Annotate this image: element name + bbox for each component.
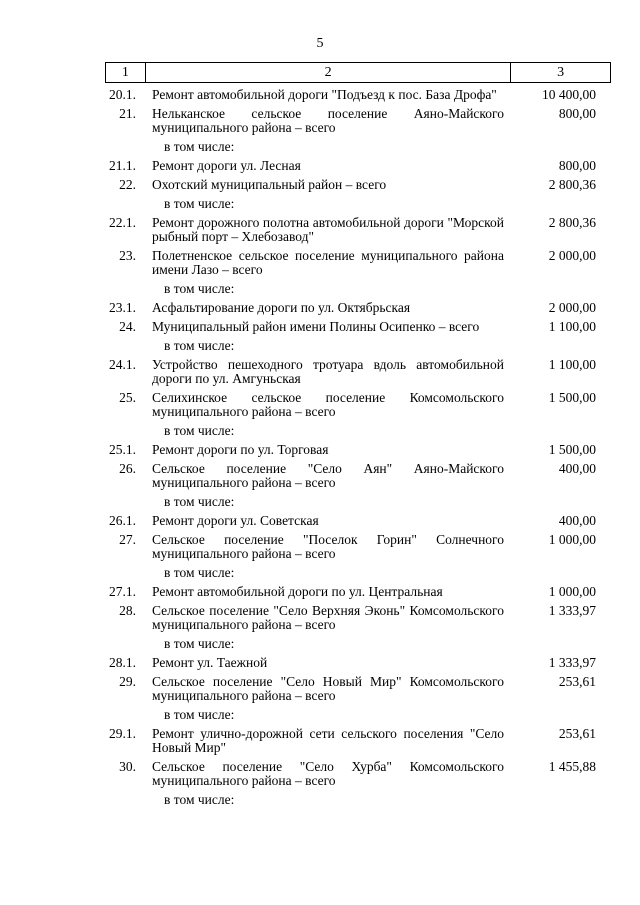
table-row <box>0 391 640 419</box>
table-row <box>0 566 640 580</box>
row-description: Сельское поселение "Село Хурба" Комсомольского муниципального района – всего <box>152 759 504 788</box>
table-row <box>0 637 640 651</box>
row-value: 2 000,00 <box>548 248 596 263</box>
row-value: 1 500,00 <box>548 442 596 457</box>
table-row <box>0 675 640 703</box>
table-row <box>0 140 640 154</box>
row-number: 22. <box>119 177 136 192</box>
row-number: 21.1. <box>109 158 136 173</box>
table-row <box>0 107 640 135</box>
table-row <box>0 760 640 788</box>
row-description: Сельское поселение "Село Верхняя Эконь" Комсомольского муниципального района – всего <box>152 603 504 632</box>
row-value: 400,00 <box>558 513 596 528</box>
table-row <box>0 514 640 528</box>
row-value: 400,00 <box>558 461 596 476</box>
row-description: в том числе: <box>164 565 235 580</box>
table-row <box>0 495 640 509</box>
row-description: в том числе: <box>164 196 235 211</box>
row-description: в том числе: <box>164 494 235 509</box>
row-description: Ремонт дороги ул. Лесная <box>152 158 301 173</box>
row-value: 1 333,97 <box>548 603 596 618</box>
row-number: 28. <box>119 603 136 618</box>
row-description: в том числе: <box>164 423 235 438</box>
table-row <box>0 320 640 334</box>
row-description: в том числе: <box>164 281 235 296</box>
row-description: в том числе: <box>164 792 235 807</box>
row-number: 25.1. <box>109 442 136 457</box>
row-value: 1 500,00 <box>548 390 596 405</box>
table-row <box>0 301 640 315</box>
row-number: 30. <box>119 759 136 774</box>
table-row <box>0 178 640 192</box>
table-row <box>0 282 640 296</box>
table-row <box>0 462 640 490</box>
row-value: 1 455,88 <box>548 759 596 774</box>
table-row <box>0 708 640 722</box>
page-number: 5 <box>316 36 324 51</box>
row-value: 1 100,00 <box>548 357 596 372</box>
row-number: 27. <box>119 532 136 547</box>
table-row <box>0 585 640 599</box>
row-number: 29.1. <box>109 726 136 741</box>
table-row <box>0 339 640 353</box>
table-row <box>0 727 640 755</box>
table-body <box>0 88 640 812</box>
row-description: Сельское поселение "Село Новый Мир" Комсомольского муниципального района – всего <box>152 674 504 703</box>
table-row <box>0 656 640 670</box>
row-description: в том числе: <box>164 707 235 722</box>
table-row <box>0 358 640 386</box>
row-description: Ремонт автомобильной дороги "Подъезд к пос. База Дрофа" <box>152 87 497 102</box>
row-number: 28.1. <box>109 655 136 670</box>
row-number: 22.1. <box>109 215 136 230</box>
row-number: 26.1. <box>109 513 136 528</box>
row-description: Ремонт дороги по ул. Торговая <box>152 442 329 457</box>
row-description: Ремонт ул. Таежной <box>152 655 268 670</box>
row-number: 27.1. <box>109 584 136 599</box>
row-value: 2 800,36 <box>548 177 596 192</box>
row-description: Ремонт дорожного полотна автомобильной дороги "Морской рыбный порт – Хлебозавод" <box>152 215 504 244</box>
table-row <box>0 533 640 561</box>
header-col-2: 2 <box>145 63 511 83</box>
table-row <box>0 424 640 438</box>
row-number: 29. <box>119 674 136 689</box>
row-description: Селихинское сельское поселение Комсомольского муниципального района – всего <box>152 390 504 419</box>
table-row <box>0 793 640 807</box>
table-row <box>0 197 640 211</box>
row-number: 24. <box>119 319 136 334</box>
row-description: Полетненское сельское поселение муниципального района имени Лазо – всего <box>152 248 504 277</box>
row-value: 800,00 <box>558 158 596 173</box>
row-description: Устройство пешеходного тротуара вдоль автомобильной дороги по ул. Амгуньская <box>152 357 504 386</box>
table-header <box>105 62 611 83</box>
row-description: Сельское поселение "Село Аян" Аяно-Майского муниципального района – всего <box>152 461 504 490</box>
row-number: 21. <box>119 106 136 121</box>
row-description: в том числе: <box>164 338 235 353</box>
row-description: Ремонт автомобильной дороги по ул. Центральная <box>152 584 443 599</box>
row-value: 253,61 <box>558 726 596 741</box>
row-value: 1 100,00 <box>548 319 596 334</box>
row-number: 24.1. <box>109 357 136 372</box>
row-value: 800,00 <box>558 106 596 121</box>
row-description: Сельское поселение "Поселок Горин" Солнечного муниципального района – всего <box>152 532 504 561</box>
table-row <box>0 249 640 277</box>
table-row <box>0 604 640 632</box>
header-col-3: 3 <box>511 63 611 83</box>
row-description: Асфальтирование дороги по ул. Октябрьская <box>152 300 411 315</box>
row-value: 2 800,36 <box>548 215 596 230</box>
row-description: Муниципальный район имени Полины Осипенко – всего <box>152 319 480 334</box>
table-row <box>0 216 640 244</box>
table-row <box>0 88 640 102</box>
row-value: 1 000,00 <box>548 584 596 599</box>
row-description: Ремонт улично-дорожной сети сельского поселения "Село Новый Мир" <box>152 726 504 755</box>
row-value: 10 400,00 <box>542 87 596 102</box>
row-number: 26. <box>119 461 136 476</box>
row-description: Ремонт дороги ул. Советская <box>152 513 319 528</box>
row-value: 2 000,00 <box>548 300 596 315</box>
row-description: Охотский муниципальный район – всего <box>152 177 387 192</box>
row-value: 253,61 <box>558 674 596 689</box>
row-value: 1 000,00 <box>548 532 596 547</box>
row-number: 25. <box>119 390 136 405</box>
row-description: Нельканское сельское поселение Аяно-Майского муниципального района – всего <box>152 106 504 135</box>
row-number: 23. <box>119 248 136 263</box>
row-description: в том числе: <box>164 636 235 651</box>
table-row <box>0 159 640 173</box>
table-row <box>0 443 640 457</box>
row-number: 20.1. <box>109 87 136 102</box>
row-value: 1 333,97 <box>548 655 596 670</box>
row-number: 23.1. <box>109 300 136 315</box>
header-col-1: 1 <box>106 63 146 83</box>
row-description: в том числе: <box>164 139 235 154</box>
